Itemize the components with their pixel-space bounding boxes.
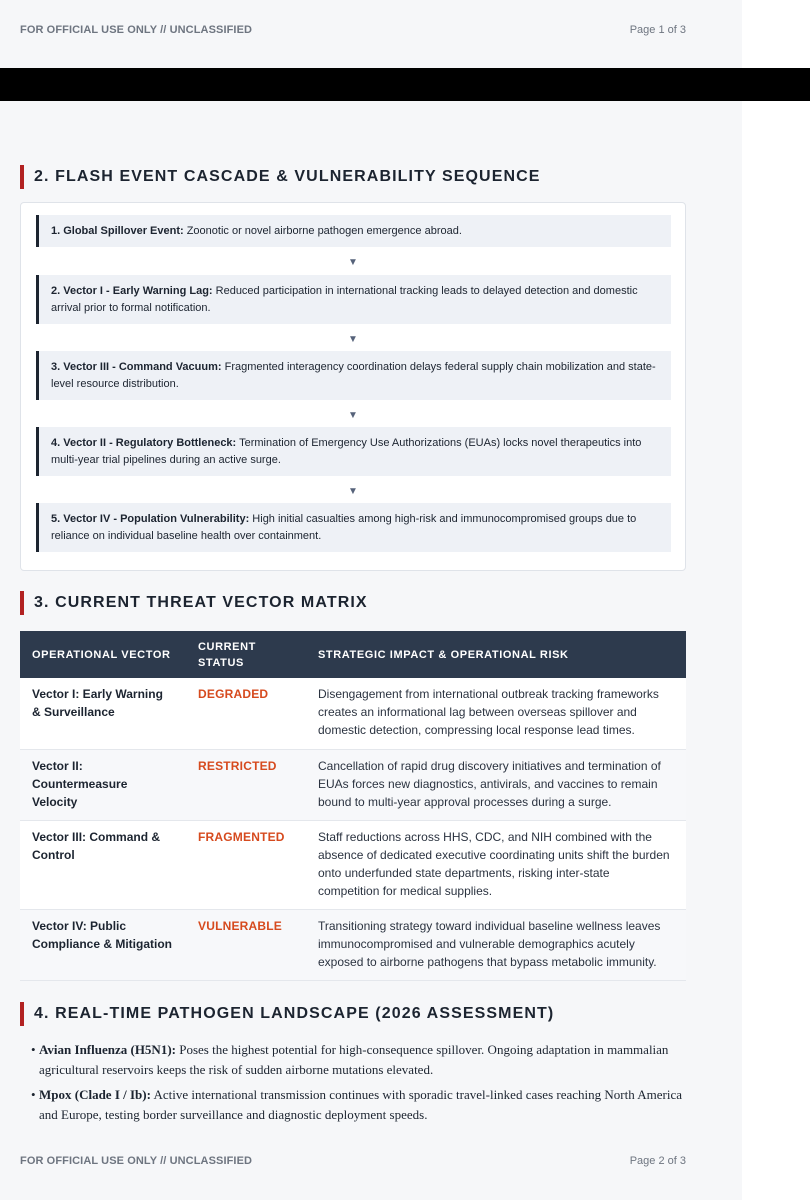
list-item — [31, 1040, 691, 1079]
impact-cell: Cancellation of rapid drug discovery initiatives and termination of EUAs forces new diagnostics, antivirals, and vaccines to remain bound to multi-year approval processes during a surge. — [306, 749, 686, 820]
cascade-step — [36, 215, 671, 247]
section-heading-landscape: 4. REAL-TIME PATHOGEN LANDSCAPE (2026 ASSESSMENT) — [20, 1002, 554, 1026]
table-row — [20, 820, 686, 909]
table-row — [20, 909, 686, 980]
impact-cell: Disengagement from international outbreak tracking frameworks creates an informational lag between overseas spillover and domestic detection, compressing local response lead times. — [306, 678, 686, 749]
table-row — [20, 749, 686, 820]
pathogen-name: Mpox (Clade I / Ib): — [39, 1087, 151, 1102]
step-text: High initial casualties among high-risk and immunocompromised groups due to reliance on individual baseline health over containment. — [51, 512, 637, 542]
table-row — [20, 678, 686, 749]
step-text: Termination of Emergency Use Authorizations (EUAs) locks novel therapeutics into multi-year trial pipelines during an active surge. — [51, 436, 642, 466]
step-text: Reduced participation in international tracking leads to delayed detection and domestic arrival prior to formal notification. — [51, 284, 638, 314]
list-item — [31, 1085, 691, 1124]
cascade-step — [36, 275, 671, 324]
vector-cell: Vector IV: Public Compliance & Mitigation — [20, 909, 186, 980]
running-footer — [20, 1155, 686, 1169]
section-heading-cascade: 2. FLASH EVENT CASCADE & VULNERABILITY SEQUENCE — [20, 165, 541, 189]
cascade-step — [36, 427, 671, 476]
column-header: OPERATIONAL VECTOR — [20, 631, 186, 678]
impact-cell: Staff reductions across HHS, CDC, and NIH combined with the absence of dedicated executive coordinating units shift the burden onto underfunded state departments, risking inter-state competition for medical supplies. — [306, 820, 686, 909]
running-header — [20, 24, 686, 38]
down-triangle-icon: ▼ — [348, 410, 358, 421]
vector-cell: Vector III: Command & Control — [20, 820, 186, 909]
status-badge: VULNERABLE — [186, 909, 306, 980]
vector-cell: Vector II: Countermeasure Velocity — [20, 749, 186, 820]
table-header-row — [20, 631, 686, 678]
down-triangle-icon: ▼ — [348, 257, 358, 268]
section-heading-matrix: 3. CURRENT THREAT VECTOR MATRIX — [20, 591, 368, 615]
pathogen-description: Active international transmission continues with sporadic travel-linked cases reaching North America and Europe, testing border surveillance and diagnostic deployment speeds. — [39, 1087, 682, 1122]
step-label: 2. Vector I - Early Warning Lag: — [51, 284, 213, 297]
pathogen-name: Avian Influenza (H5N1): — [39, 1042, 176, 1057]
threat-matrix-table — [20, 631, 686, 981]
status-badge: FRAGMENTED — [186, 820, 306, 909]
page-number: Page 2 of 3 — [629, 1155, 686, 1167]
cascade-step — [36, 351, 671, 400]
vector-cell: Vector I: Early Warning & Surveillance — [20, 678, 186, 749]
classification-marking: FOR OFFICIAL USE ONLY // UNCLASSIFIED — [20, 24, 253, 36]
column-header: STRATEGIC IMPACT & OPERATIONAL RISK — [306, 631, 686, 678]
cascade-card — [20, 202, 686, 571]
step-label: 1. Global Spillover Event: — [51, 224, 184, 237]
step-text: Zoonotic or novel airborne pathogen emergence abroad. — [183, 224, 462, 237]
step-text: Fragmented interagency coordination delays federal supply chain mobilization and state-level resource distribution. — [51, 360, 656, 390]
status-badge: RESTRICTED — [186, 749, 306, 820]
step-label: 3. Vector III - Command Vacuum: — [51, 360, 222, 373]
step-label: 5. Vector IV - Population Vulnerability: — [51, 512, 250, 525]
column-header: CURRENT STATUS — [186, 631, 306, 678]
classification-marking: FOR OFFICIAL USE ONLY // UNCLASSIFIED — [20, 1155, 253, 1167]
step-label: 4. Vector II - Regulatory Bottleneck: — [51, 436, 237, 449]
down-triangle-icon: ▼ — [348, 486, 358, 497]
down-triangle-icon: ▼ — [348, 334, 358, 345]
page-number: Page 1 of 3 — [629, 24, 686, 36]
status-badge: DEGRADED — [186, 678, 306, 749]
cascade-step — [36, 503, 671, 552]
pathogen-description: Poses the highest potential for high-consequence spillover. Ongoing adaptation in mammalian agricultural reservoirs keeps the risk of sudden airborne mutations elevated. — [39, 1042, 669, 1077]
impact-cell: Transitioning strategy toward individual baseline wellness leaves immunocompromised and vulnerable demographics acutely exposed to airborne pathogens that bypass metabolic immunity. — [306, 909, 686, 980]
pathogen-list — [31, 1040, 691, 1130]
page-break-bar — [0, 68, 810, 101]
